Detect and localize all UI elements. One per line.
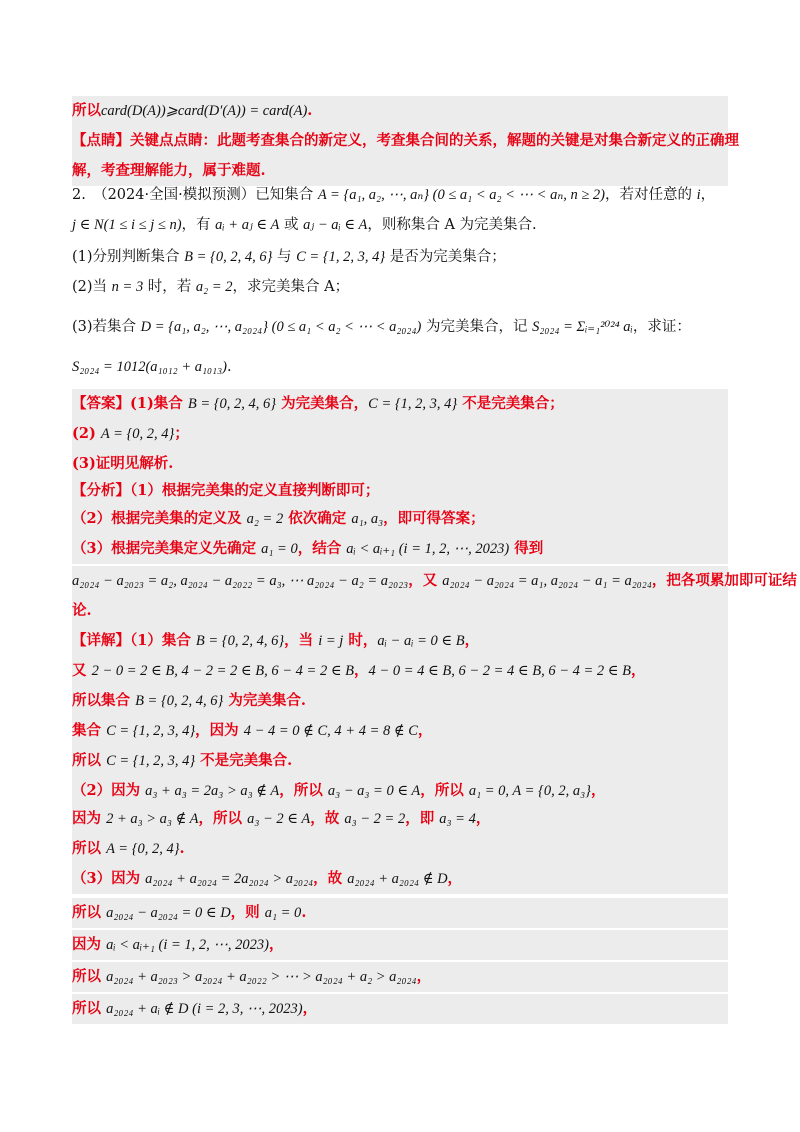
text-line [72,272,728,302]
highlight-text: 所以集合 [72,692,136,709]
highlight-text: ， [302,1000,318,1017]
math-expression: a₃ − a₃ = 0 ∈ A [327,783,421,799]
math-expression: a₁ = 0 [261,541,298,557]
highlight-text: 所以 [72,1000,107,1017]
text-line [72,834,728,864]
highlight-text: ， [590,782,606,799]
text-line [72,180,728,210]
math-expression: 4 − 0 = 4 ∈ B, 6 − 2 = 4 ∈ B, 6 − 4 = 2 ∈ B [368,663,632,679]
math-expression: a₂₀₂₄ + a₂₀₂₃ > a₂₀₂₄ + a₂₀₂₂ > ⋯ > a₂₀₂₄ + a₂ > a₂₀₂₄ [106,969,417,985]
math-expression: i = j [318,633,344,649]
text-line [72,898,728,928]
math-expression: aᵢ + aⱼ ∈ A [215,217,280,233]
text-line [72,962,728,992]
text-line [72,352,728,382]
highlight-text: ，当 [284,632,319,649]
text-line [72,389,728,419]
math-expression: 2 − 0 = 2 ∈ B, 4 − 2 = 2 ∈ B, 6 − 4 = 2 ∈ B [91,663,355,679]
question-text: ，若对任意的 [605,187,697,203]
question-text: ，求证： [632,319,691,335]
highlight-text: ， [475,810,491,827]
highlight-text: ，所以 [279,782,328,799]
highlight-text: 集合 [72,722,107,739]
highlight-text: 时， [343,632,378,649]
highlight-text: ， [354,662,369,679]
math-expression: a₁ = 0 [264,905,302,921]
question-text: ，则称集合 A 为完美集合. [367,217,537,233]
highlight-text: ，则 [230,904,265,921]
math-expression: A = {a₁, a₂, ⋯, aₙ} (0 ≤ a₁ < a₂ < ⋯ < aₙ, n ≥ 2) [317,187,606,203]
question-text: ，有 [181,217,216,233]
highlight-text: . [179,840,185,857]
highlight-text: 【答案】(1)集合 [72,395,188,412]
highlight-text: (2) [72,425,101,442]
text-line [72,312,728,342]
question-text: . [226,359,232,375]
highlight-text: 所以 [72,968,107,985]
math-expression: a₃ − 2 ∈ A [247,811,311,827]
math-expression: C = {1, 2, 3, 4} [106,753,196,769]
question-text: 是否为完美集合； [385,249,506,265]
text-line [72,449,728,479]
text-line [72,596,728,626]
highlight-text: . [301,904,307,921]
question-text: ，求完美集合 A； [232,279,350,295]
text-line [72,476,728,506]
math-expression: A = {0, 2, 4} [100,426,175,442]
highlight-text: （2）因为 [72,782,146,799]
math-expression: B = {0, 2, 4, 6} [187,396,277,412]
highlight-text: ，结合 [297,540,347,557]
math-expression: B = {0, 2, 4, 6} [195,633,285,649]
math-expression: 4 − 4 = 0 ∉ C, 4 + 4 = 8 ∉ C [243,723,418,739]
text-line [72,126,739,156]
math-expression: a₂ = 2 [195,279,233,295]
highlight-text: 为完美集合. [223,692,306,709]
question-text: (2)当 [72,279,112,295]
math-expression: C = {1, 2, 3, 4} [368,396,458,412]
math-expression: a₃ − 2 = 2 [344,811,406,827]
text-line [72,686,728,716]
math-expression: C = {1, 2, 3, 4} [106,723,196,739]
math-expression: 2 + a₃ > a₃ ∉ A [106,811,199,827]
math-expression: card(D(A))⩾card(D′(A)) = card(A) [101,103,308,119]
highlight-text: ， [416,968,432,985]
math-expression: a₁ = 0, A = {0, 2, a₃} [468,783,591,799]
text-line [72,504,728,534]
math-expression: n = 3 [111,279,144,295]
math-expression: a₂₀₂₄ + a₂₀₂₄ = 2a₂₀₂₄ > a₂₀₂₄ [145,871,314,887]
highlight-text: ，故 [310,810,345,827]
text-line [72,656,728,686]
highlight-text: 为完美集合， [276,395,369,412]
highlight-text: （2）根据完美集的定义及 [72,510,247,527]
text-line [72,776,728,806]
highlight-text: ； [174,425,189,442]
highlight-text: ， [631,662,646,679]
math-expression: aᵢ − aᵢ = 0 ∈ B [377,633,465,649]
highlight-text: 所以 [72,904,107,921]
highlight-text: ，所以 [420,782,469,799]
highlight-text: ， [268,936,284,953]
math-expression: D = {a₁, a₂, ⋯, a₂₀₂₄} (0 ≤ a₁ < a₂ < ⋯ < a₂₀₂₄) [140,319,422,335]
question-text: 与 [272,249,297,265]
math-expression: i [696,187,701,203]
question-text: 或 [279,217,304,233]
math-expression: j ∈ N(1 ≤ i ≤ j ≤ n) [72,217,182,233]
text-line [72,626,728,656]
highlight-text: ，把各项累加即可证结 [651,572,797,589]
math-expression: A = {0, 2, 4} [106,841,180,857]
question-text: 时，若 [143,279,196,295]
highlight-text: 论. [72,602,92,619]
math-expression: a₃ = 4 [439,811,476,827]
text-line [72,210,728,240]
math-expression: a₂₀₂₄ + a₂₀₂₄ ∉ D [347,871,448,887]
highlight-text: 【详解】（1）集合 [72,632,196,649]
text-line [72,930,728,960]
text-line [72,534,728,564]
highlight-text: 不是完美集合； [457,395,564,412]
text-line [72,566,797,596]
math-expression: S₂₀₂₄ = 1012(a₁₀₁₂ + a₁₀₁₃) [72,359,227,375]
highlight-text: 因为 [72,936,107,953]
text-line [72,419,728,449]
highlight-text: ，又 [408,572,443,589]
highlight-text: ， [417,722,433,739]
math-expression: S₂₀₂₄ = Σᵢ₌₁²⁰²⁴ aᵢ [532,319,633,335]
text-line [72,994,728,1024]
highlight-text: ，所以 [198,810,248,827]
highlight-text: 又 [72,662,92,679]
math-expression: a₂₀₂₄ − a₂₀₂₃ = a₂, a₂₀₂₄ − a₂₀₂₂ = a₃, ⋯ a₂₀₂₄ − a₂ = a₂₀₂₃ [72,573,409,589]
question-text: (3)若集合 [72,319,141,335]
highlight-text: 【分析】（1）根据完美集的定义直接判断即可； [72,482,380,499]
question-text: ， [700,187,716,203]
highlight-text: 所以 [72,752,107,769]
math-expression: C = {1, 2, 3, 4} [296,249,386,265]
math-expression: B = {0, 2, 4, 6} [135,693,224,709]
highlight-text: ，即可得答案； [383,510,485,527]
question-text: (1)分别判断集合 [72,249,185,265]
text-line [72,864,728,894]
highlight-text: （3）根据完美集定义先确定 [72,540,262,557]
highlight-text: 所以 [72,840,107,857]
highlight-text: ， [464,632,480,649]
highlight-text: （3）因为 [72,870,146,887]
highlight-text: 得到 [509,540,544,557]
text-line [72,242,728,272]
highlight-text: 所以 [72,102,101,119]
highlight-text: 因为 [72,810,107,827]
text-line [72,746,728,776]
math-expression: a₂₀₂₄ − a₂₀₂₄ = 0 ∈ D [106,905,231,921]
highlight-text: ， [447,870,463,887]
highlight-text: ，因为 [195,722,244,739]
text-line [72,716,728,746]
highlight-text: 不是完美集合. [195,752,293,769]
highlight-text: 依次确定 [283,510,352,527]
text-line [72,804,728,834]
math-expression: a₂₀₂₄ − a₂₀₂₄ = a₁, a₂₀₂₄ − a₁ = a₂₀₂₄ [442,573,652,589]
highlight-text: . [307,102,313,119]
highlight-text: ，即 [405,810,440,827]
highlight-text: ，故 [313,870,348,887]
question-text: 为完美集合，记 [421,319,533,335]
math-expression: a₂₀₂₄ + aᵢ ∉ D (i = 2, 3, ⋯, 2023) [106,1001,303,1017]
math-expression: aⱼ − aᵢ ∈ A [303,217,368,233]
highlight-text: 【点睛】关键点点睛：此题考查集合的新定义，考查集合间的关系，解题的关键是对集合新定义的正确理 [72,132,739,149]
math-expression: B = {0, 2, 4, 6} [184,249,273,265]
math-expression: a₁, a₃ [351,511,384,527]
math-expression: aᵢ < aᵢ₊₁ (i = 1, 2, ⋯, 2023) [106,937,269,953]
math-expression: a₃ + a₃ = 2a₃ > a₃ ∉ A [145,783,280,799]
math-expression: aᵢ < aᵢ₊₁ (i = 1, 2, ⋯, 2023) [346,541,510,557]
text-line [72,96,728,126]
question-text: 2. （2024·全国·模拟预测）已知集合 [72,187,318,203]
math-expression: a₂ = 2 [246,511,284,527]
highlight-text: (3)证明见解析. [72,455,174,472]
highlight-text: 解，考查理解能力，属于难题. [72,162,266,179]
